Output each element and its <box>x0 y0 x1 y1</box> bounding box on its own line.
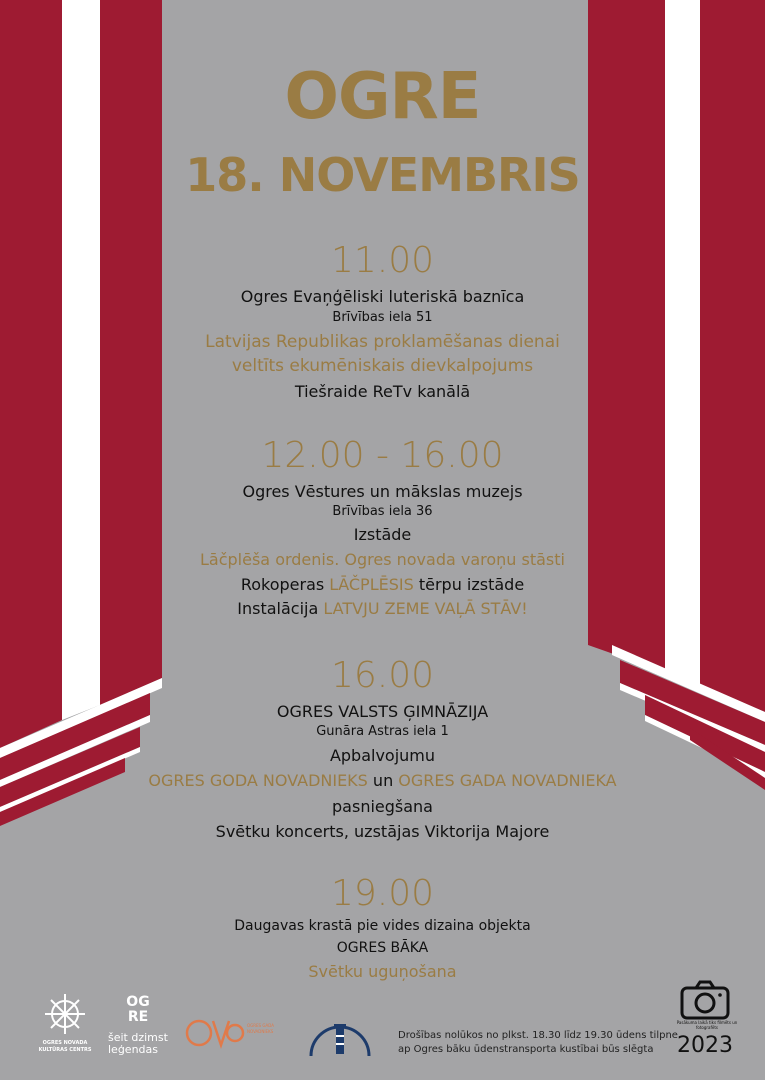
lighthouse-arch-icon <box>305 1012 375 1058</box>
culture-logo-line1: OGRES NOVADA <box>42 1040 88 1046</box>
costume-highlight: LĀČPLĒSIS <box>329 575 414 594</box>
event-description: Svētku uguņošana <box>308 962 457 981</box>
museum-logo <box>305 1012 375 1062</box>
culture-logo-line2: KULTŪRAS CENTRS <box>38 1047 92 1053</box>
installation-line <box>120 599 645 618</box>
safety-notice-line1: Drošības nolūkos no plkst. 18.30 līdz 19.30 ūdens tilpne <box>398 1030 678 1041</box>
event-venue: Ogres Vēstures un mākslas muzejs <box>242 482 523 501</box>
costume-prefix: Rokoperas <box>240 575 325 594</box>
event-venue: Ogres Evaņģēliski luteriskā baznīca <box>240 287 525 306</box>
event-venue: Daugavas krastā pie vides dizaina objekta <box>234 918 531 934</box>
award-join: un <box>372 771 394 790</box>
installation-prefix: Instalācija <box>237 599 319 618</box>
event-note: Tiešraide ReTv kanālā <box>294 382 471 401</box>
event-description: veltīts ekumēniskais dievkalpojums <box>231 356 534 376</box>
event-label: Apbalvojumu <box>329 746 436 765</box>
date-title: 18. NOVEMBRIS <box>185 148 580 202</box>
installation-highlight: LATVJU ZEME VAĻĀ STĀV! <box>323 599 528 618</box>
exhibit-title: Lāčplēša ordenis. Ogres novada varoņu stāsti <box>200 550 565 569</box>
event-time: 12.00 - 16.00 <box>261 435 504 476</box>
year-resident-logo <box>183 1015 278 1055</box>
year-label: 2023 <box>677 1033 733 1058</box>
culture-centre-logo <box>32 992 98 1064</box>
event-address: Brīvības iela 36 <box>332 504 433 519</box>
ogre-slogan-line2: leģendas <box>108 1043 158 1056</box>
event-address: Gunāra Astras iela 1 <box>316 724 449 739</box>
city-title: OGRE <box>284 60 481 134</box>
award-honorary: OGRES GODA NOVADNIEKS <box>148 771 368 790</box>
event-label-2: pasniegšana <box>332 797 433 816</box>
event-venue-2: OGRES BĀKA <box>336 940 429 956</box>
year-resident-text: OGRES GADA NOVADNIEKS <box>247 1023 274 1034</box>
awards-line <box>120 771 645 790</box>
concert-info: Svētku koncerts, uzstājas Viktorija Majore <box>215 822 550 841</box>
event-time: 19.00 <box>330 873 435 914</box>
event-time: 16.00 <box>330 655 435 696</box>
photo-notice: Pasākuma laikā tiks filmēts un fotografēts <box>676 1020 738 1030</box>
compass-icon <box>40 992 90 1036</box>
award-year: OGRES GADA NOVADNIEKA <box>398 771 617 790</box>
event-time: 11.00 <box>330 240 435 281</box>
costume-exhibit-line <box>120 575 645 594</box>
camera-icon <box>680 980 730 1020</box>
ogn-icon <box>183 1015 245 1051</box>
event-venue: OGRES VALSTS ĢIMNĀZIJA <box>276 702 489 721</box>
ogre-slogan-line1: šeit dzimst <box>108 1031 168 1044</box>
safety-notice-line2: ap Ogres bāku ūdenstransporta kustībai būs slēgta <box>398 1044 654 1055</box>
ogre-mark: OG RE <box>126 994 150 1025</box>
costume-suffix: tērpu izstāde <box>418 575 525 594</box>
event-label: Izstāde <box>353 525 412 544</box>
ogre-brand-logo <box>108 995 178 1057</box>
event-description: Latvijas Republikas proklamēšanas dienai <box>205 332 560 352</box>
event-address: Brīvības iela 51 <box>332 310 433 325</box>
